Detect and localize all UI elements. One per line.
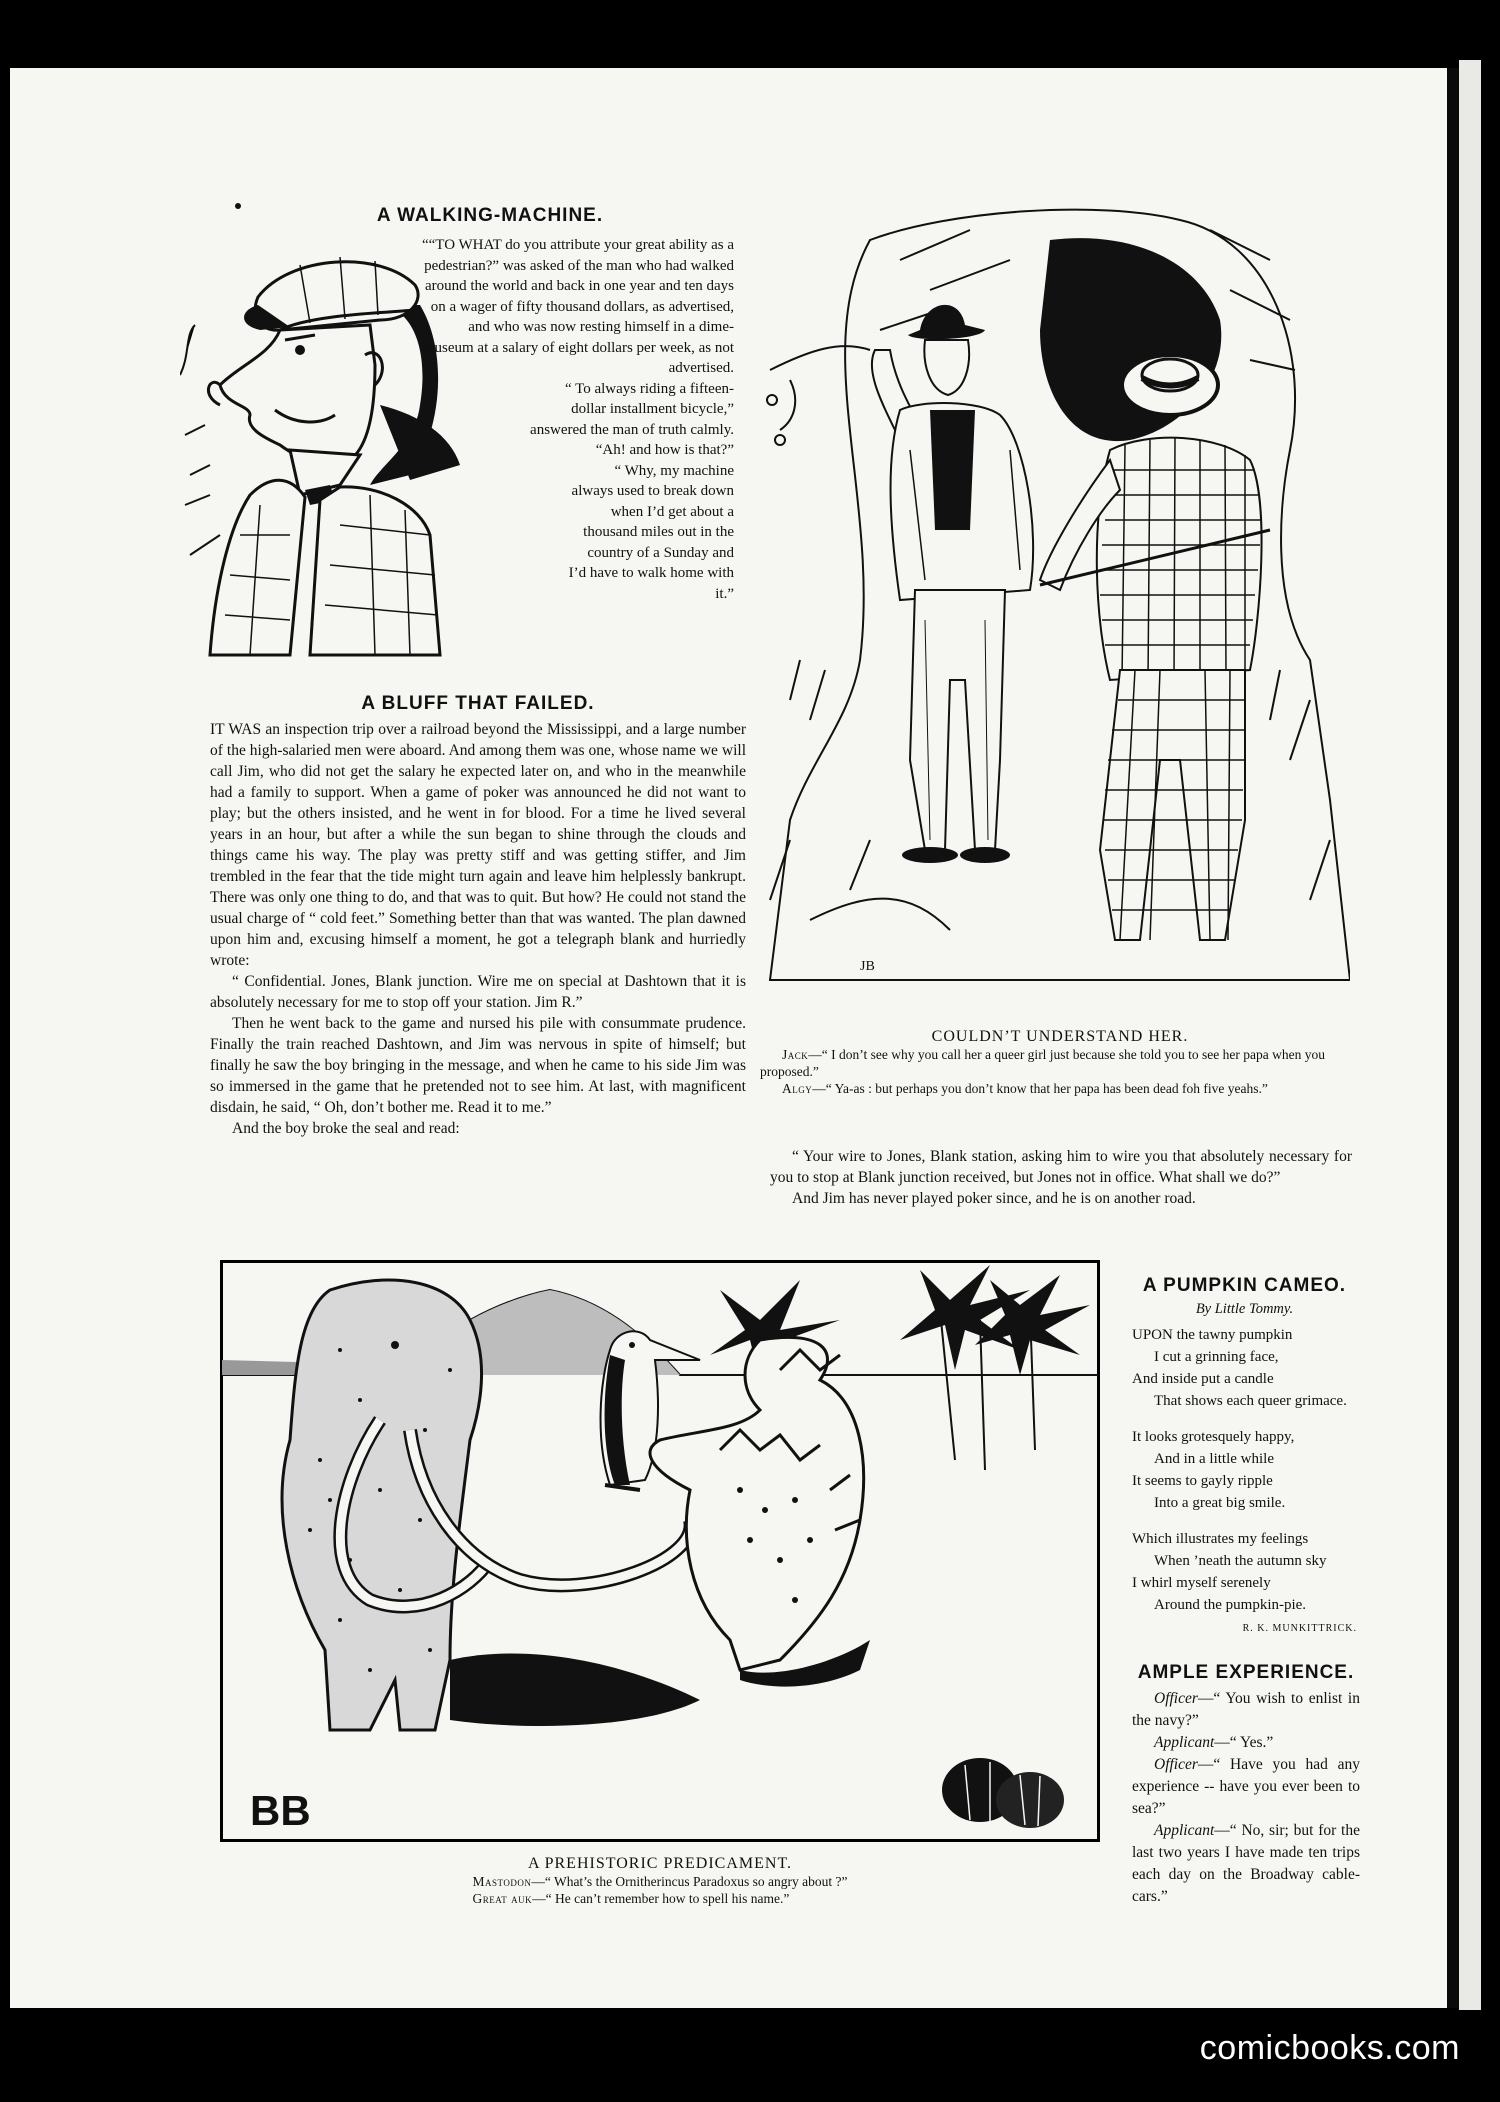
couldnt-line-2: [760, 1080, 1360, 1097]
ample-speaker-1: Officer: [1154, 1690, 1198, 1707]
prehistoric-dialog: [472, 1873, 847, 1907]
couldnt-caption-block: [760, 1028, 1360, 1097]
bluff-paragraph-4: And the boy broke the seal and read:: [232, 1120, 460, 1137]
prehistoric-speaker-2: Great auk: [472, 1891, 533, 1906]
prehistoric-text-1: —“ What’s the Ornitherincus Paradoxus so angry about ?”: [531, 1874, 848, 1889]
site-watermark[interactable]: comicbooks.com: [1199, 2029, 1460, 2067]
poem-line: Into a great big smile.: [1154, 1495, 1286, 1511]
bluff-continued-1: “ Your wire to Jones, Blank station, asking him to wire you that absolutely necessary for you to stop at Blank junction received, but Jones not in office. What shall we do?”: [770, 1148, 1352, 1186]
couldnt-text-1: —“ I don’t see why you call her a queer girl just because she told you to see her papa when you proposed.”: [760, 1047, 1325, 1079]
ample-body: [1132, 1688, 1360, 1908]
poem-line: I whirl myself serenely: [1132, 1575, 1271, 1591]
pumpkin-signature: R. K. MUNKITTRICK.: [1242, 1623, 1357, 1634]
walking-line-4: “ Why, my machine always used to break down when I’d get about a thousand miles out in the country of a Sunday and I’d have to walk home with it.”: [568, 462, 734, 602]
walking-line-2: “ To always riding a fifteen-dollar installment bicycle,” answered the man of truth calmly.: [530, 380, 734, 438]
bluff-paragraph-3: Then he went back to the game and nursed his pile with consummate prudence. Finally the train reached Dashtown, and Jim was nervous in spite of himself; but finally he saw the boy bringing in the message, and when he came to his side Jim was so immersed in the game that he pretended not to see him. At last, with magnificent disdain, he said, “ Oh, don’t bother me. Read it to me.”: [210, 1015, 746, 1116]
ample-text-4: —“ No, sir; but for the last two years I have made ten trips each day on the Broadway cable-cars.”: [1132, 1822, 1360, 1905]
prehistoric-caption-block: [360, 1855, 960, 1908]
poem-line: UPON the tawny pumpkin: [1132, 1327, 1293, 1343]
couldnt-speaker-2: Algy: [782, 1081, 813, 1096]
pumpkin-stanza-1: [1132, 1324, 1357, 1412]
poem-line: It looks grotesquely happy,: [1132, 1429, 1295, 1445]
ample-section: [1132, 1662, 1360, 1908]
poem-line: And in a little while: [1154, 1451, 1274, 1467]
walking-text: [418, 235, 734, 604]
poem-line: That shows each queer grimace.: [1154, 1393, 1347, 1409]
facing-page-edge: [1459, 60, 1481, 2010]
bluff-body: [210, 719, 746, 1139]
ample-text-3: —“ Have you had any experience -- have you ever been to sea?”: [1132, 1756, 1360, 1817]
pumpkin-poem: [1132, 1324, 1357, 1640]
poem-line: And inside put a candle: [1132, 1371, 1274, 1387]
ample-speaker-4: Applicant: [1154, 1822, 1215, 1839]
couldnt-text-2: —“ Ya-as : but perhaps you don’t know that her papa has been dead foh five yeahs.”: [812, 1081, 1268, 1096]
bluff-section: [210, 693, 746, 1139]
couldnt-caption: COULDN’T UNDERSTAND HER.: [931, 1028, 1189, 1045]
ample-speaker-3: Officer: [1154, 1756, 1198, 1773]
ample-line-1: [1132, 1688, 1360, 1732]
bluff-paragraph-2: “ Confidential. Jones, Blank junction. Wire me on special at Dashtown that it is absolutely necessary for me to stop off your station. Jim R.”: [210, 973, 746, 1011]
poem-line: It seems to gayly ripple: [1132, 1473, 1273, 1489]
prehistoric-line-2: [472, 1890, 847, 1907]
pumpkin-stanza-2: [1132, 1426, 1357, 1514]
ample-text-2: —“ Yes.”: [1214, 1734, 1274, 1751]
ample-line-4: [1132, 1820, 1360, 1908]
poem-line: I cut a grinning face,: [1154, 1349, 1279, 1365]
ample-speaker-2: Applicant: [1154, 1734, 1215, 1751]
prehistoric-line-1: [472, 1873, 847, 1890]
prehistoric-caption: A PREHISTORIC PREDICAMENT.: [527, 1855, 793, 1872]
ample-line-3: [1132, 1754, 1360, 1820]
pumpkin-byline: By Little Tommy.: [1195, 1301, 1294, 1317]
prehistoric-illustration: [220, 1260, 1100, 1842]
bluff-continued: [770, 1146, 1352, 1209]
walking-title-wrap: [330, 205, 650, 231]
two-men-hillside-illustration: [750, 200, 1350, 1020]
ample-line-2: [1132, 1732, 1360, 1754]
page-spine: [1447, 68, 1459, 2008]
couldnt-speaker-1: Jack: [782, 1047, 809, 1062]
walking-title: A WALKING-MACHINE.: [376, 205, 604, 226]
ample-title: AMPLE EXPERIENCE.: [1137, 1662, 1355, 1683]
couldnt-line-1: [760, 1046, 1360, 1080]
pumpkin-title: A PUMPKIN CAMEO.: [1142, 1275, 1347, 1296]
prehistoric-text-2: —“ He can’t remember how to spell his name.”: [532, 1891, 790, 1906]
ink-speck: [235, 203, 241, 209]
ample-text-1: —“ You wish to enlist in the navy?”: [1132, 1690, 1360, 1729]
prehistoric-monogram: BB: [250, 1787, 311, 1834]
prehistoric-speaker-1: Mastodon: [472, 1874, 532, 1889]
couldnt-dialog: [760, 1046, 1360, 1097]
poem-line: Around the pumpkin-pie.: [1154, 1597, 1307, 1613]
bluff-continued-2: And Jim has never played poker since, and he is on another road.: [792, 1190, 1196, 1207]
bluff-paragraph-1: IT WAS an inspection trip over a railroad beyond the Mississippi, and a large number of the high-salaried men were aboard. And among them was one, whose name we will call Jim, who did not get the salary he expected later on, and who in the meanwhile had a family to support. When a game of poker was announced he did not want to play; but the others insisted, and he went in for blood. For a time he lived several years in an hour, but after a while the sun began to shine through the clouds and things came his way. The play was pretty stiff and was getting stiffer, and Jim trembled in the fear that the tide might turn again and leave him helplessly bankrupt. There was only one thing to do, and that was to quit. But how? He could not stand the usual charge of “ cold feet.” Something better than that was wanted. The plan dawned upon him and, excusing himself a moment, he got a telegraph blank and hurriedly wrote:: [210, 721, 746, 969]
svg-text:JB: JB: [860, 959, 875, 974]
poem-line: Which illustrates my feelings: [1132, 1531, 1309, 1547]
pumpkin-stanza-3: [1132, 1528, 1357, 1616]
bluff-title: A BLUFF THAT FAILED.: [361, 693, 595, 714]
pumpkin-section: [1132, 1275, 1357, 1640]
walking-line-1: ““TO WHAT do you attribute your great ability as a pedestrian?” was asked of the man who had walked around the world and back in one year and ten days on a wager of fifty thousand dollars, as advertised, and who was now resting himself in a dime-museum at a salary of eight dollars per week, as not advertised.: [421, 237, 734, 376]
walking-line-3: “Ah! and how is that?”: [595, 442, 734, 458]
poem-line: When ’neath the autumn sky: [1154, 1553, 1327, 1569]
